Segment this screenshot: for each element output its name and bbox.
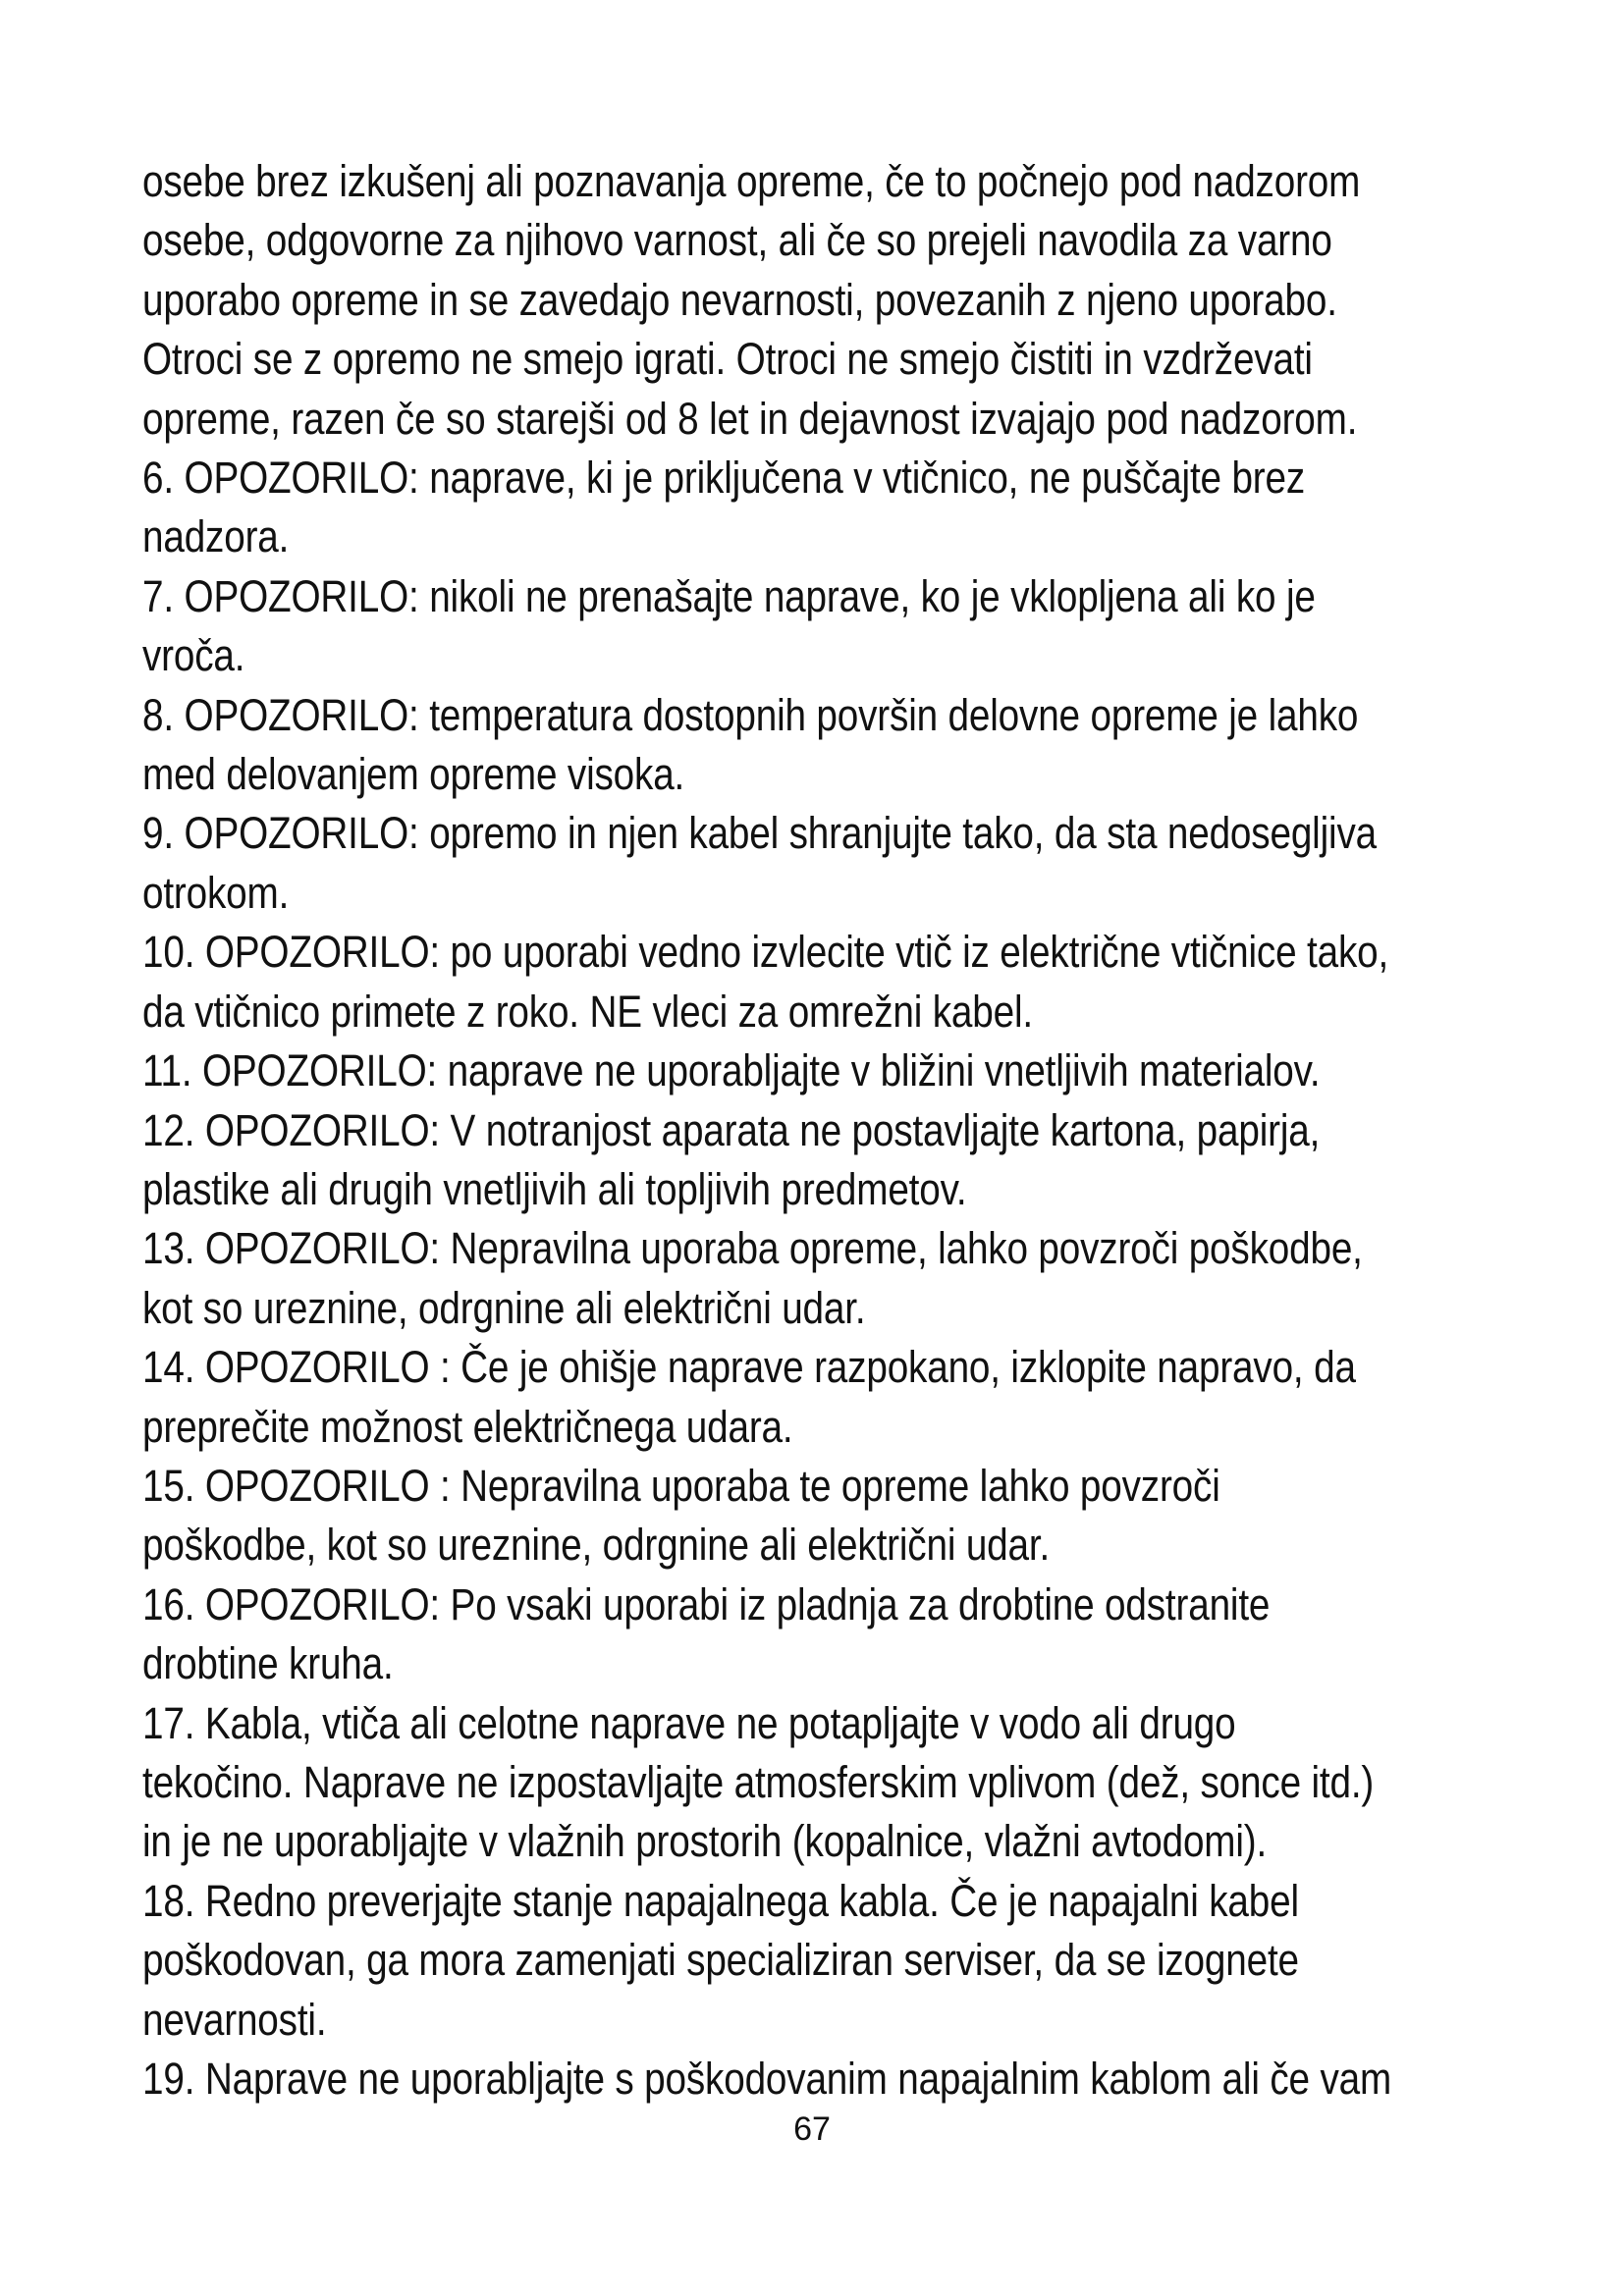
text-line: 9. OPOZORILO: opremo in njen kabel shranjujte tako, da sta nedosegljiva bbox=[142, 808, 1377, 859]
text-line: vroča. bbox=[142, 630, 245, 681]
text-line: kot so ureznine, odrgnine ali električni udar. bbox=[142, 1282, 866, 1333]
text-line: 18. Redno preverjajte stanje napajalnega kabla. Če je napajalni kabel bbox=[142, 1875, 1299, 1926]
text-line: osebe, odgovorne za njihovo varnost, ali če so prejeli navodila za varno bbox=[142, 215, 1332, 266]
text-line: opreme, razen če so starejši od 8 let in dejavnost izvajajo pod nadzorom. bbox=[142, 393, 1358, 444]
text-line: 19. Naprave ne uporabljajte s poškodovanim napajalnim kablom ali če vam bbox=[142, 2054, 1392, 2104]
body-text bbox=[142, 152, 1392, 2109]
text-line: uporabo opreme in se zavedajo nevarnosti, povezanih z njeno uporabo. bbox=[142, 274, 1337, 325]
text-line: otrokom. bbox=[142, 867, 290, 918]
text-line: 10. OPOZORILO: po uporabi vedno izvlecite vtič iz električne vtičnice tako, bbox=[142, 927, 1389, 978]
text-line: poškodovan, ga mora zamenjati specializiran serviser, da se izognete bbox=[142, 1935, 1299, 1986]
text-line: preprečite možnost električnega udara. bbox=[142, 1401, 793, 1452]
text-line: Otroci se z opremo ne smejo igrati. Otroci ne smejo čistiti in vzdrževati bbox=[142, 334, 1313, 385]
text-line: nadzora. bbox=[142, 511, 290, 562]
text-line: 14. OPOZORILO : Če je ohišje naprave razpokano, izklopite napravo, da bbox=[142, 1342, 1356, 1393]
text-line: med delovanjem opreme visoka. bbox=[142, 749, 685, 800]
text-line: poškodbe, kot so ureznine, odrgnine ali električni udar. bbox=[142, 1520, 1051, 1571]
page-number: 67 bbox=[793, 2110, 831, 2148]
text-line: da vtičnico primete z roko. NE vleci za omrežni kabel. bbox=[142, 986, 1033, 1037]
text-line: 17. Kabla, vtiča ali celotne naprave ne potapljajte v vodo ali drugo bbox=[142, 1697, 1236, 1748]
text-line: nevarnosti. bbox=[142, 1994, 327, 2045]
text-line: 12. OPOZORILO: V notranjost aparata ne postavljajte kartona, papirja, bbox=[142, 1104, 1321, 1155]
text-line: 16. OPOZORILO: Po vsaki uporabi iz pladnja za drobtine odstranite bbox=[142, 1578, 1271, 1629]
text-line: 8. OPOZORILO: temperatura dostopnih površin delovne opreme je lahko bbox=[142, 689, 1359, 740]
text-line: 6. OPOZORILO: naprave, ki je priključena v vtičnico, ne puščajte brez bbox=[142, 453, 1306, 504]
text-line: 11. OPOZORILO: naprave ne uporabljajte v bližini vnetljivih materialov. bbox=[142, 1045, 1321, 1096]
text-line: tekočino. Naprave ne izpostavljajte atmosferskim vplivom (dež, sonce itd.) bbox=[142, 1756, 1375, 1807]
text-line: 15. OPOZORILO : Nepravilna uporaba te opreme lahko povzroči bbox=[142, 1460, 1220, 1511]
text-line: osebe brez izkušenj ali poznavanja opreme, če to počnejo pod nadzorom bbox=[142, 156, 1361, 206]
text-line: in je ne uporabljajte v vlažnih prostorih (kopalnice, vlažni avtodomi). bbox=[142, 1816, 1268, 1867]
text-line: 13. OPOZORILO: Nepravilna uporaba opreme, lahko povzroči poškodbe, bbox=[142, 1223, 1363, 1274]
text-line: drobtine kruha. bbox=[142, 1638, 394, 1689]
text-line: 7. OPOZORILO: nikoli ne prenašajte naprave, ko je vklopljena ali ko je bbox=[142, 570, 1316, 621]
text-line: plastike ali drugih vnetljivih ali topljivih predmetov. bbox=[142, 1163, 967, 1214]
